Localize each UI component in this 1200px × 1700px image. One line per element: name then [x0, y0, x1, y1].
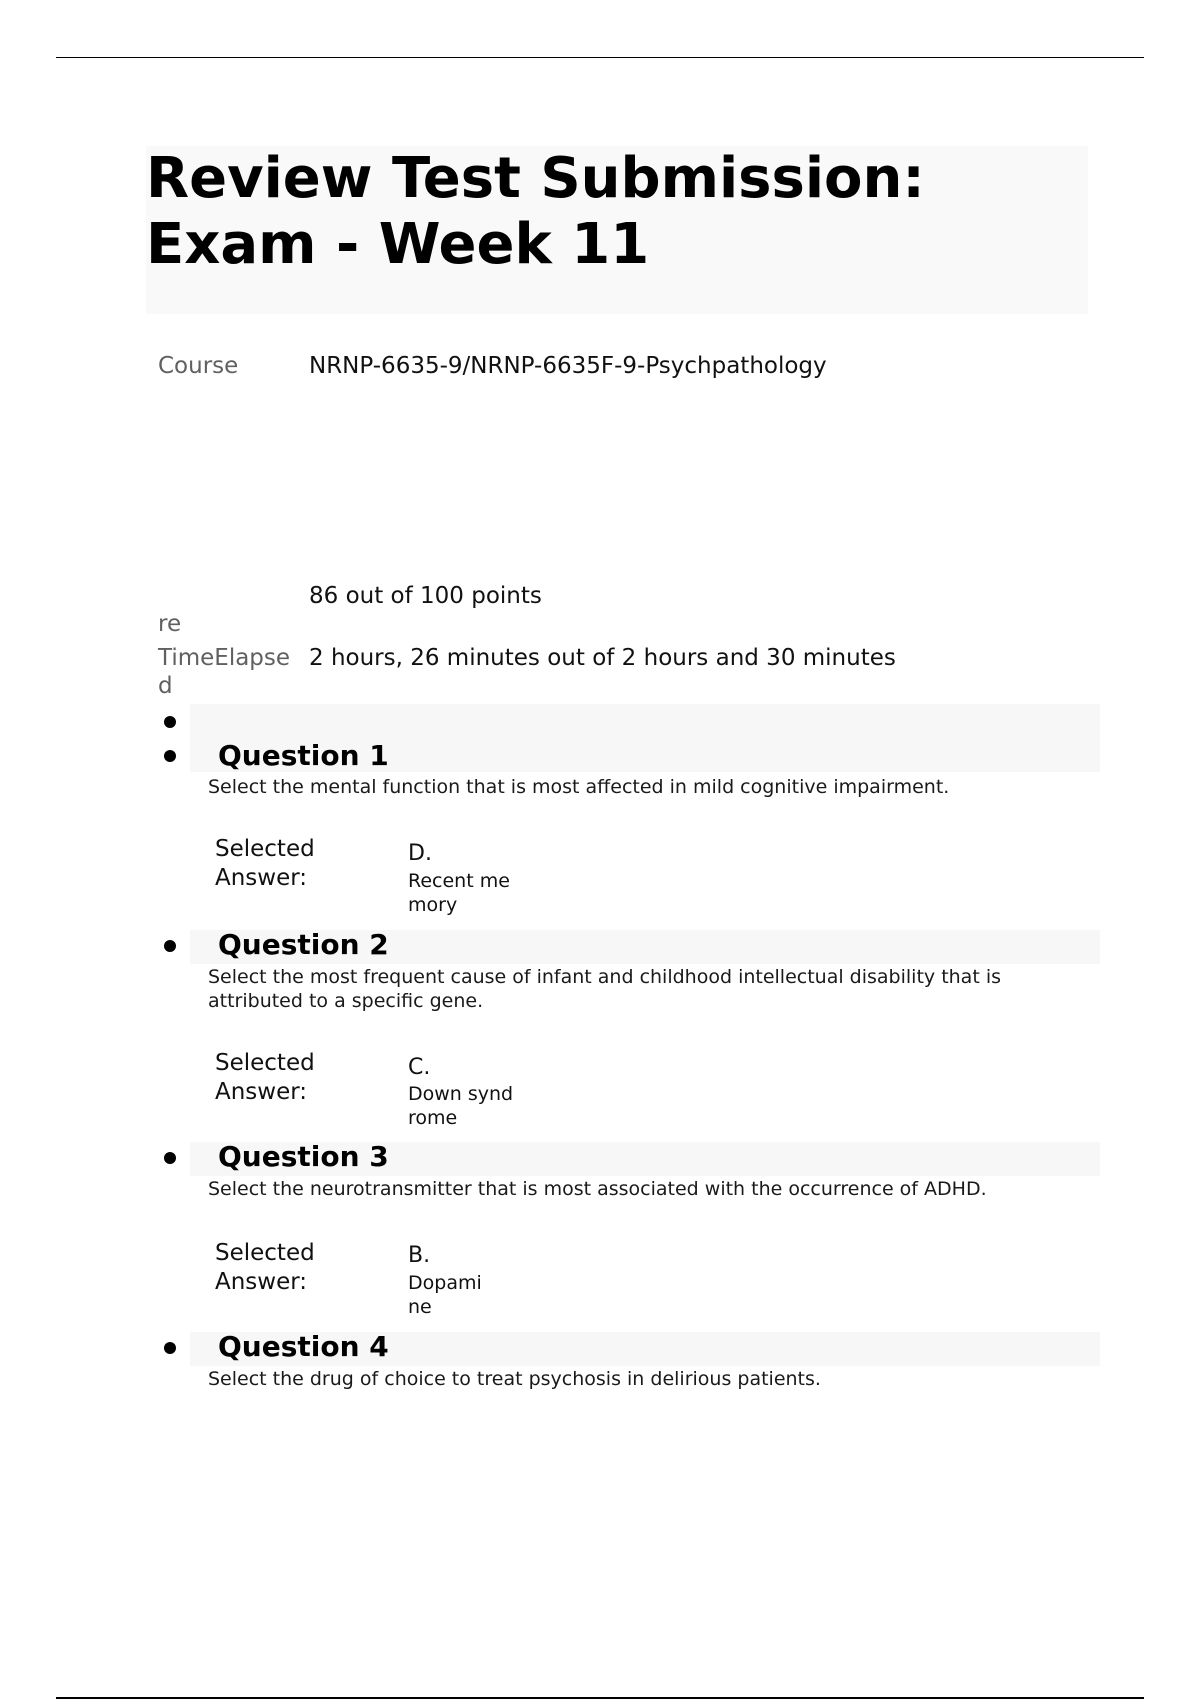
list-bullet [164, 750, 176, 762]
question-1-title: Question 1 [218, 739, 389, 772]
score-label: re [158, 611, 182, 637]
question-3-text: Select the neurotransmitter that is most associated with the occurrence of ADHD. [208, 1178, 987, 1200]
question-2-title: Question 2 [218, 928, 389, 961]
time-elapsed-value: 2 hours, 26 minutes out of 2 hours and 30 minutes [309, 645, 896, 671]
question-4-text: Select the drug of choice to treat psychosis in delirious patients. [208, 1368, 821, 1390]
question-1-selected-label: Selected Answer: [215, 836, 315, 891]
page-title: Review Test Submission: Exam - Week 11 [146, 146, 925, 277]
time-elapsed-label: TimeElapsed [158, 645, 291, 699]
list-bullet [164, 940, 176, 952]
question-1-answer-letter: D. [408, 841, 432, 866]
question-4-title: Question 4 [218, 1330, 389, 1363]
question-2-selected-label: Selected Answer: [215, 1050, 315, 1105]
list-bullet [164, 716, 176, 728]
course-value: NRNP-6635-9/NRNP-6635F-9-Psychpathology [309, 353, 827, 379]
course-label: Course [158, 353, 239, 379]
top-rule [56, 57, 1144, 58]
question-1-answer-text: Recent memory [408, 870, 510, 916]
list-bullet [164, 1152, 176, 1164]
question-3-answer-text: Dopamine [408, 1272, 482, 1318]
question-2-answer-letter: C. [408, 1055, 431, 1080]
question-2-answer-text: Down syndrome [408, 1083, 514, 1129]
question-3-selected-label: Selected Answer: [215, 1240, 315, 1295]
bottom-rule [56, 1697, 1144, 1699]
list-bullet [164, 1342, 176, 1354]
title-panel [146, 146, 1088, 314]
question-1-text: Select the mental function that is most affected in mild cognitive impairment. [208, 776, 950, 798]
score-value: 86 out of 100 points [309, 583, 542, 609]
question-3-answer-letter: B. [408, 1243, 431, 1268]
question-3-title: Question 3 [218, 1140, 389, 1173]
question-2-text: Select the most frequent cause of infant and childhood intellectual disability that is attributed to a specific gene. [208, 966, 1001, 1012]
